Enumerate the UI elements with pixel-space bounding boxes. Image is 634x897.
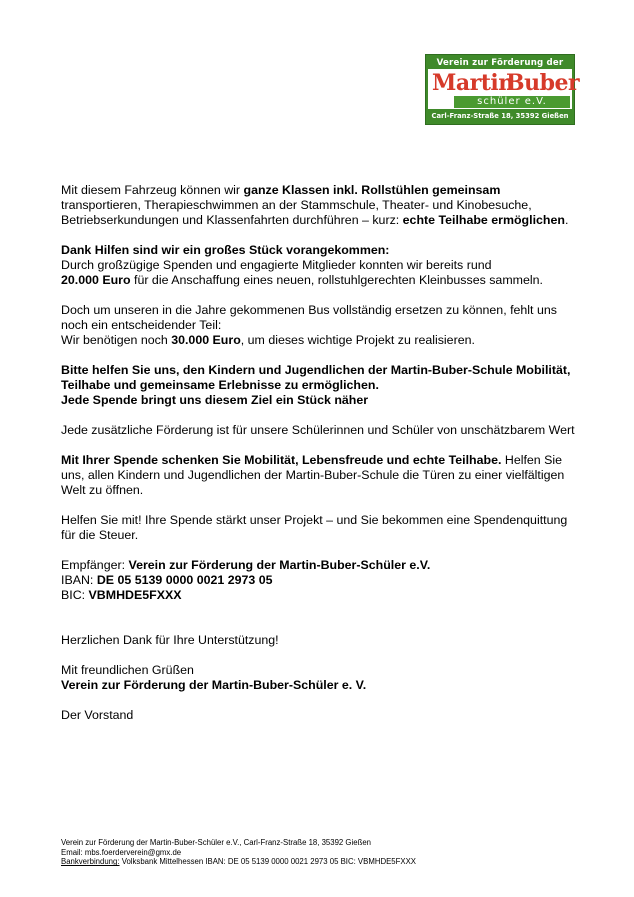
paragraph-mobility: Mit Ihrer Spende schenken Sie Mobilität, Lebensfreude und echte Teilhabe. Helfen Sie uns, allen Kindern und Jugendlichen der Martin-Buber-Schule die Türen zu einer vielfältigen Welt zu öffnen. bbox=[61, 453, 565, 497]
paragraph-vehicle: Mit diesem Fahrzeug können wir ganze Klassen inkl. Rollstühlen gemeinsam transportieren, Therapieschwimmen an der Stammschule, Theater- und Kinobesuche, Betriebserkundungen und Klassenfahrten durchführen – kurz: echte Teilhabe ermöglichen. bbox=[61, 183, 569, 227]
closing-org: Verein zur Förderung der Martin-Buber-Schüler e. V. bbox=[61, 678, 367, 692]
footer-bank: Bankverbindung: Volksbank Mittelhessen IBAN: DE 05 5139 0000 0021 2973 05 BIC: VBMHDE5FXXX bbox=[61, 857, 416, 867]
organization-logo bbox=[425, 54, 580, 125]
logo-schueler-text: schüler e.V. bbox=[454, 96, 570, 108]
paragraph-need: Doch um unseren in die Jahre gekommenen Bus vollständig ersetzen zu können, fehlt uns noch ein entscheidender Teil: Wir benötigen noch 30.000 Euro, um dieses wichtige Projekt zu realisieren. bbox=[61, 303, 557, 347]
paragraph-appeal: Bitte helfen Sie uns, den Kindern und Jugendlichen der Martin-Buber-Schule Mobilität, Teilhabe und gemeinsame Erlebnisse zu ermöglichen. Jede Spende bringt uns diesem Ziel ein Stück näher bbox=[61, 363, 571, 407]
thanks-line: Herzlichen Dank für Ihre Unterstützung! bbox=[61, 633, 279, 647]
logo-top-text: Verein zur Förderung der bbox=[436, 58, 564, 68]
logo-buber-text: Buber bbox=[506, 70, 580, 96]
paragraph-support: Jede zusätzliche Förderung ist für unsere Schülerinnen und Schüler von unschätzbarem Wert bbox=[61, 423, 575, 437]
closing-block: Mit freundlichen Grüßen Verein zur Förderung der Martin-Buber-Schüler e. V. bbox=[61, 663, 367, 692]
amount-collected: 20.000 Euro bbox=[61, 273, 131, 287]
logo-martin-text: Martin bbox=[432, 70, 514, 96]
footer-address: Verein zur Förderung der Martin-Buber-Schüler e.V., Carl-Franz-Straße 18, 35392 Gießen bbox=[61, 838, 371, 847]
iban-value: DE 05 5139 0000 0021 2973 05 bbox=[96, 573, 273, 587]
amount-needed: 30.000 Euro bbox=[171, 333, 241, 347]
logo-band bbox=[428, 69, 580, 109]
bic-value: VBMHDE5FXXX bbox=[88, 588, 182, 602]
recipient-name: Verein zur Förderung der Martin-Buber-Schüler e.V. bbox=[128, 558, 431, 572]
logo-address: Carl-Franz-Straße 18, 35392 Gießen bbox=[431, 112, 569, 120]
bank-details: Empfänger: Verein zur Förderung der Martin-Buber-Schüler e.V. IBAN: DE 05 5139 0000 0021 2973 05 BIC: VBMHDE5FXXX bbox=[61, 558, 431, 602]
page-footer bbox=[61, 838, 581, 867]
paragraph-receipt: Helfen Sie mit! Ihre Spende stärkt unser Projekt – und Sie bekommen eine Spendenquittung für die Steuer. bbox=[61, 513, 568, 542]
footer-email: Email: mbs.foerderverein@gmx.de bbox=[61, 847, 182, 857]
progress-heading: Dank Hilfen sind wir ein großes Stück vorangekommen: bbox=[61, 243, 390, 257]
letter-body bbox=[61, 183, 581, 738]
paragraph-progress: Dank Hilfen sind wir ein großes Stück vorangekommen: Durch großzügige Spenden und engagierte Mitglieder konnten wir bereits rund 20.000 Euro für die Anschaffung eines neuen, rollstuhlgerechten Kleinbusses sammeln. bbox=[61, 243, 543, 287]
signer: Der Vorstand bbox=[61, 708, 134, 722]
